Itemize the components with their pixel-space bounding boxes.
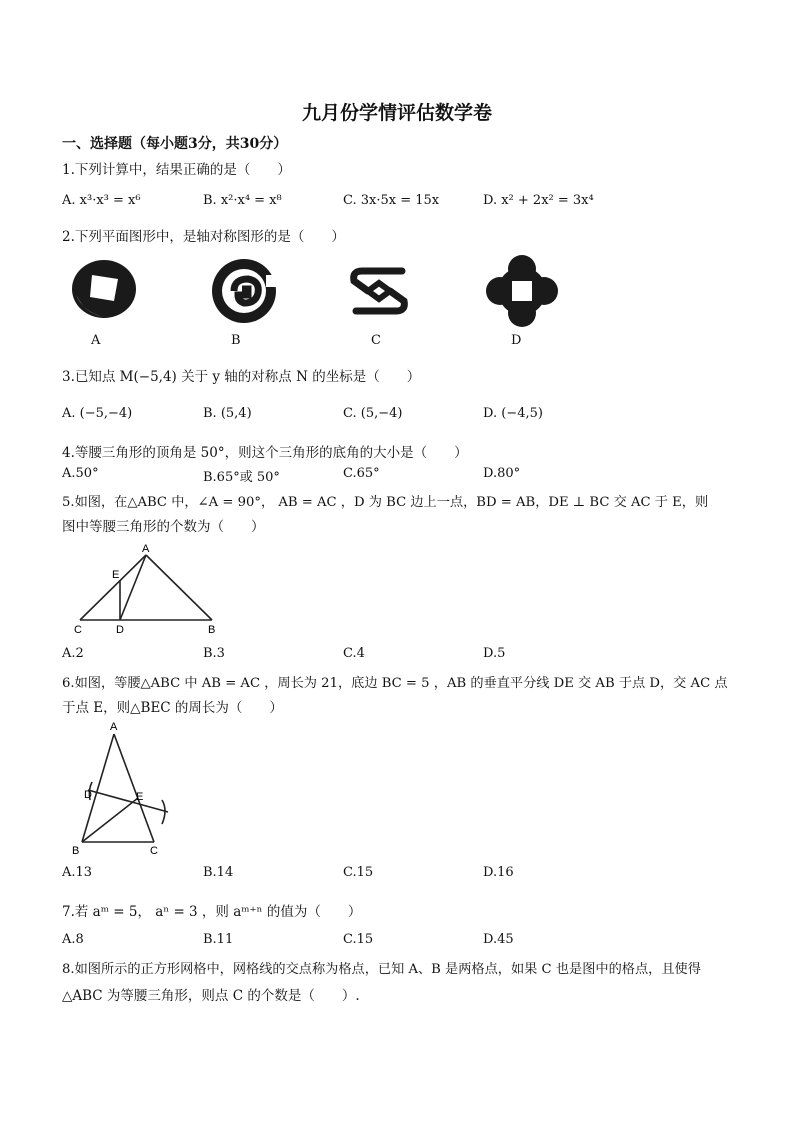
q5-triangle-figure [70,540,230,640]
q1-option-b: B. x²·x⁴ = x⁸ [203,193,282,208]
q5-option-d: D.5 [483,646,506,661]
page-title: 九月份学情评估数学卷 [301,102,492,124]
question-5-stem-line1: 5.如图，在△ABC 中，∠A = 90°， AB = AC ，D 为 BC 边上一点，BD = AB，DE ⊥ BC 交 AC 于 E，则 [62,495,709,510]
q6-option-c: C.15 [343,865,374,880]
q2-label-a: A [91,333,101,348]
q4-option-b: B.65°或 50° [203,470,280,485]
q1-option-d: D. x² + 2x² = 3x⁴ [483,193,594,208]
q5-label-e: E [112,569,120,581]
q2-label-b: B [231,333,241,348]
q6-label-a: A [110,721,118,733]
q2-label-d: D [511,333,522,348]
q6-label-c: C [150,845,158,857]
q6-option-a: A.13 [62,865,93,880]
section-heading: 一、选择题（每小题3分，共30分） [62,136,288,152]
q4-option-d: D.80° [483,466,521,481]
q4-option-c: C.65° [343,466,380,481]
question-4-stem: 4.等腰三角形的顶角是 50°，则这个三角形的底角的大小是（ ） [62,445,468,461]
q6-option-b: B.14 [203,865,234,880]
question-1-stem: 1.下列计算中，结果正确的是（ ） [62,162,291,178]
q6-label-b: B [72,845,80,857]
question-7-stem: 7.若 aᵐ = 5， aⁿ = 3 ，则 aᵐ⁺ⁿ 的值为（ ） [62,904,362,920]
figure-a-coin-icon [72,260,136,318]
question-5-stem-line2: 图中等腰三角形的个数为（ ） [62,519,265,535]
q6-label-d: D [84,789,92,801]
figure-c-s-logo-icon [354,271,405,311]
figure-b-spiral-icon [212,259,280,323]
q2-label-c: C [371,333,381,348]
question-6-stem-line2: 于点 E，则△BEC 的周长为（ ） [62,700,283,716]
q5-label-a: A [142,543,150,555]
q5-option-a: A.2 [62,646,84,661]
figure-d-flower-icon [486,255,558,327]
q7-option-a: A.8 [62,932,84,947]
q4-option-a: A.50° [62,466,99,481]
q6-option-d: D.16 [483,865,514,880]
q3-option-b: B. (5,4) [203,406,252,421]
q7-option-c: C.15 [343,932,374,947]
q7-option-d: D.45 [483,932,514,947]
q3-option-d: D. (−4,5) [483,406,543,421]
q3-option-c: C. (5,−4) [343,406,403,421]
q3-option-a: A. (−5,−4) [62,406,133,421]
q1-option-c: C. 3x·5x = 15x [343,193,440,208]
q6-label-e: E [136,791,144,803]
q5-option-b: B.3 [203,646,225,661]
q5-label-c: C [74,624,82,636]
q5-option-c: C.4 [343,646,365,661]
q6-triangle-figure [70,720,180,860]
q5-label-b: B [208,624,216,636]
question-8-stem-line1: 8.如图所示的正方形网格中，网格线的交点称为格点，已知 A、B 是两格点，如果 C 也是图中的格点，且使得 [62,962,701,977]
question-6-stem-line1: 6.如图，等腰△ABC 中 AB = AC ，周长为 21，底边 BC = 5 ，AB 的垂直平分线 DE 交 AB 于点 D，交 AC 点 [62,676,728,691]
question-2-stem: 2.下列平面图形中，是轴对称图形的是（ ） [62,229,345,245]
q2-figures [62,255,582,330]
question-3-stem: 3.已知点 M(−5,4) 关于 y 轴的对称点 N 的坐标是（ ） [62,369,421,385]
q1-option-a: A. x³·x³ = x⁶ [62,193,141,208]
question-8-stem-line2: △ABC 为等腰三角形，则点 C 的个数是（ ）. [62,988,360,1004]
q5-label-d: D [116,624,124,636]
q7-option-b: B.11 [203,932,234,947]
